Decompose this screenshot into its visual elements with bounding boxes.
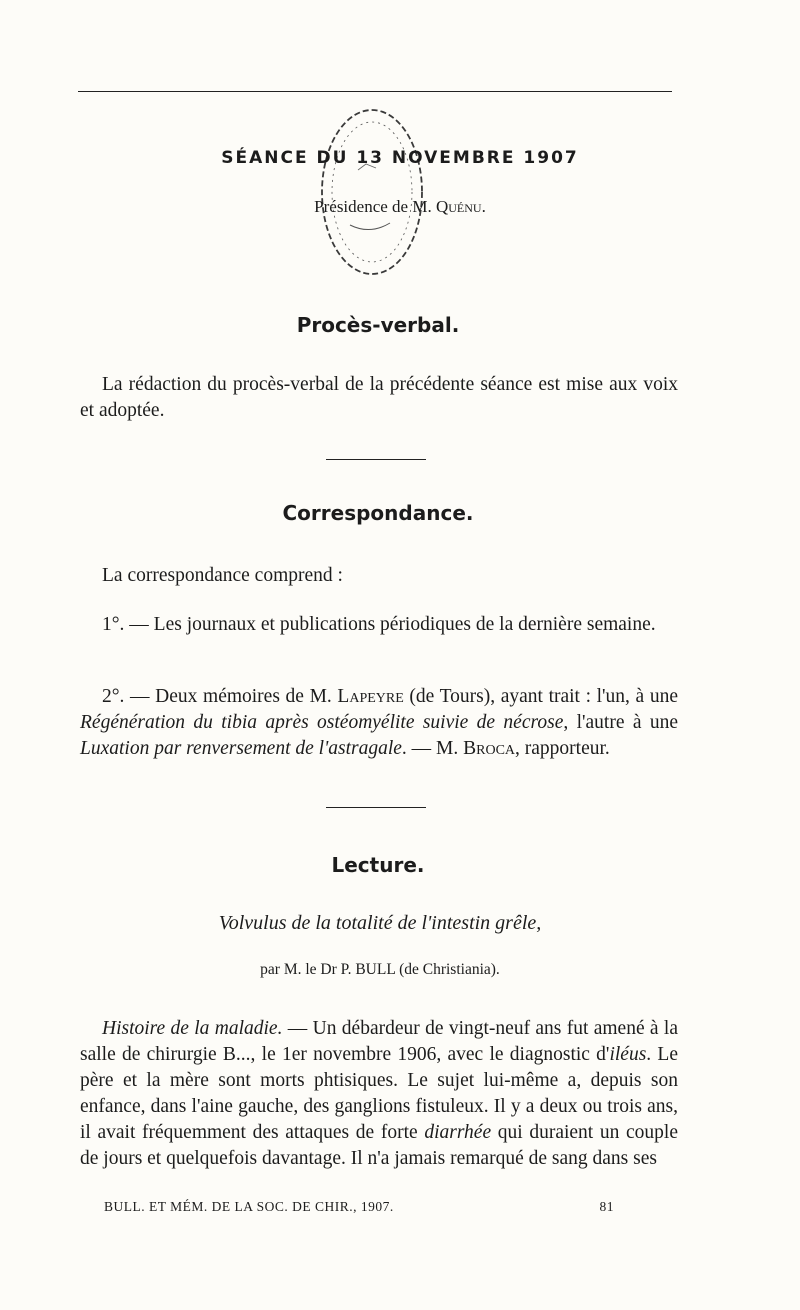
seance-title: SÉANCE DU 13 NOVEMBRE 1907 <box>221 148 579 168</box>
journal-reference: BULL. ET MÉM. DE LA SOC. DE CHIR., 1907. <box>104 1199 394 1214</box>
president-name: Quénu <box>435 197 482 216</box>
correspondance-item-2: 2°. — Deux mémoires de M. Lapeyre (de Tours), ayant trait : l'un, à une Régénération du tibia après ostéomyélite suivie de nécrose, l'autre à une Luxation par renversement de l'astragale. — M. Broca, rapporteur. <box>80 686 678 759</box>
proces-verbal-heading: Procès-verbal. <box>296 313 460 337</box>
presidence-line: Présidence de M. Quénu. <box>314 197 486 216</box>
lecture-heading: Lecture. <box>331 853 425 877</box>
correspondance-item-1: 1°. — Les journaux et publications périodiques de la dernière semaine. <box>102 614 656 635</box>
rapporteur-name: Broca <box>463 738 516 759</box>
subsection-title: Histoire de la maladie. <box>102 1018 283 1039</box>
lecture-byline: par M. le Dr P. BULL (de Christiania). <box>260 961 500 978</box>
correspondance-heading: Correspondance. <box>282 501 474 525</box>
library-stamp-icon <box>300 100 440 290</box>
correspondance-intro: La correspondance comprend : <box>102 565 343 586</box>
memoire-title-1: Régénération du tibia après ostéomyélite suivie de nécrose <box>80 712 564 733</box>
section-divider <box>326 807 426 808</box>
author-name: Lapeyre <box>337 686 404 707</box>
lecture-paragraph: Histoire de la maladie. — Un débardeur de vingt-neuf ans fut amené à la salle de chirurgie B..., le 1er novembre 1906, avec le diagnostic d'iléus. Le père et la mère sont morts phtisiques. Le sujet lui-même a, depuis son enfance, dans l'aine gauche, des ganglions fistuleux. Il y a deux ou trois ans, il avait fréquemment des attaques de forte diarrhée qui duraient un couple de jours et quelquefois davantage. Il n'a jamais remarqué de sang dans ses <box>80 1018 678 1169</box>
page-number: 81 <box>599 1199 614 1214</box>
top-rule <box>78 91 672 92</box>
page-footer <box>104 1199 614 1215</box>
section-divider <box>326 459 426 460</box>
lecture-title: Volvulus de la totalité de l'intestin grêle, <box>218 912 542 934</box>
proces-verbal-text: La rédaction du procès-verbal de la précédente séance est mise aux voix et adoptée. <box>80 374 678 421</box>
memoire-title-2: Luxation par renversement de l'astragale <box>80 738 402 759</box>
